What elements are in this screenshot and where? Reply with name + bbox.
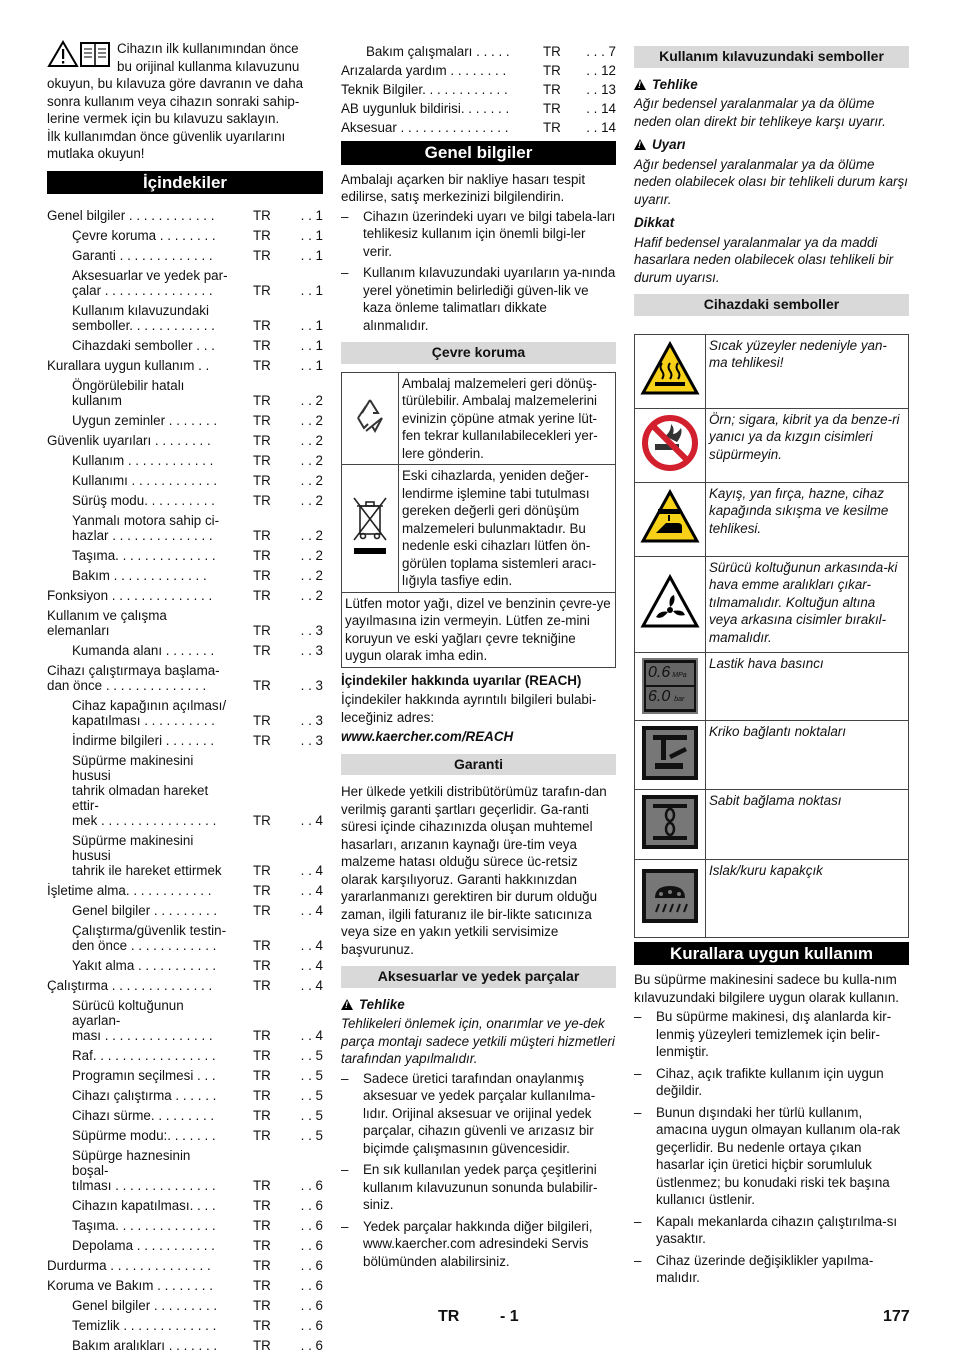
toc-entry-page: . . 3 xyxy=(300,623,323,638)
toc-entry-label: Çalıştırma/güvenlik testin- den önce . . . . . . . . . . . . xyxy=(72,923,227,953)
toc-entry-label: Koruma ve Bakım . . . . . . . . xyxy=(47,1278,213,1293)
toc-entry-page: . . 2 xyxy=(300,473,323,488)
fan-warning-icon xyxy=(640,574,700,630)
toc-entry[interactable] xyxy=(47,903,323,918)
toc-entry[interactable] xyxy=(47,473,323,488)
toc-entry-lang: TR xyxy=(253,733,271,748)
warning-book-icon xyxy=(47,40,111,68)
symbol-text: Sıcak yüzeyler nedeniyle yan-ma tehlikesi! xyxy=(706,334,909,408)
toc-entry[interactable] xyxy=(47,1148,323,1193)
toc-entry-label: Süpürme modu:. . . . . . . xyxy=(72,1128,216,1143)
toc-entry[interactable] xyxy=(47,268,323,298)
toc-entry-page: . . 3 xyxy=(300,678,323,693)
toc-entry-lang: TR xyxy=(253,1028,271,1043)
accessories-danger-text: Tehlikeleri önlemek için, onarımlar ve ye-dek parça montajı sadece yetkili müşteri hizmetleri tarafından yapılmalıdır. xyxy=(341,1016,615,1066)
toc-entry-page: . . 2 xyxy=(300,393,323,408)
toc-entry-page: . . 14 xyxy=(586,101,616,116)
toc-entry-label: Süpürge haznesinin boşal- tılması . . . . . . . . . . . . . . xyxy=(72,1148,216,1193)
toc-entry[interactable] xyxy=(47,733,323,748)
toc-entry[interactable] xyxy=(47,1068,323,1083)
toc-entry-lang: TR xyxy=(543,82,561,97)
crossed-bin-icon xyxy=(350,494,390,558)
table-of-contents xyxy=(47,208,323,1353)
toc-entry[interactable] xyxy=(47,548,323,563)
toc-entry-lang: TR xyxy=(253,208,271,223)
toc-entry-lang: TR xyxy=(253,623,271,638)
toc-entry[interactable] xyxy=(47,453,323,468)
toc-entry-label: Temizlik . . . . . . . . . . . . . xyxy=(72,1318,217,1333)
toc-entry-label: Taşıma. . . . . . . . . . . . . . xyxy=(72,1218,216,1233)
toc-entry-lang: TR xyxy=(253,1278,271,1293)
toc-entry[interactable] xyxy=(47,883,323,898)
toc-entry-lang: TR xyxy=(253,643,271,658)
toc-entry-label: Cihaz kapağının açılması/ kapatılması . . . . . . . . . . xyxy=(72,698,227,728)
toc-entry-page: . . 1 xyxy=(300,283,323,298)
tire-pressure-icon xyxy=(642,658,698,714)
warning-triangle-icon xyxy=(634,79,646,90)
toc-entry-lang: TR xyxy=(253,568,271,583)
reach-link[interactable]: www.kaercher.com/REACH xyxy=(341,729,514,744)
warranty-title: Garanti xyxy=(341,754,616,776)
toc-entry-page: . . 2 xyxy=(300,453,323,468)
toc-entry-lang: TR xyxy=(253,413,271,428)
danger-label: Tehlike xyxy=(359,996,405,1012)
accessories-list xyxy=(341,1070,616,1271)
toc-entry-lang: TR xyxy=(253,473,271,488)
toc-entry[interactable] xyxy=(47,998,323,1043)
toc-entry-label: AB uygunluk bildirisi. . . . . . . xyxy=(341,101,510,116)
toc-entry-label: Genel bilgiler . . . . . . . . . xyxy=(72,903,218,918)
symbol-icon-cell xyxy=(635,720,706,790)
toc-entry-page: . . 2 xyxy=(300,568,323,583)
toc-entry-page: . . 2 xyxy=(300,413,323,428)
toc-entry-label: Cihazın kapatılması. . . . xyxy=(72,1198,216,1213)
accessories-danger-heading xyxy=(341,996,616,1014)
toc-entry-label: Aksesuarlar ve yedek par- çalar . . . . . . . . . . . . . . . xyxy=(72,268,228,298)
toc-entry-page: . . 1 xyxy=(300,228,323,243)
env-title: Çevre koruma xyxy=(341,342,616,364)
toc-entry-lang: TR xyxy=(253,1178,271,1193)
toc-entry-page: . . . 7 xyxy=(586,44,616,59)
symbol-icon-cell xyxy=(635,408,706,482)
toc-entry[interactable] xyxy=(47,643,323,658)
toc-entry-label: Cihazı sürme. . . . . . . . . xyxy=(72,1108,215,1123)
toc-entry-lang: TR xyxy=(253,1128,271,1143)
symbol-text: Sürücü koltuğunun arkasında-ki hava emme aralıkları çıkar-tılmamalıdır. Koltuğun altına veya arkasına cisimler bırakıl-mamalıdır. xyxy=(706,556,909,652)
toc-entry[interactable] xyxy=(47,923,323,953)
toc-entry-lang: TR xyxy=(253,1068,271,1083)
crush-hand-icon xyxy=(640,489,700,545)
toc-entry[interactable] xyxy=(47,493,323,508)
accessories-title: Aksesuarlar ve yedek parçalar xyxy=(341,966,616,988)
pressure-bar-value: 6.0 xyxy=(648,688,671,705)
list-item: – Yedek parçalar hakkında diğer bilgileri, www.kaercher.com adresindeki Servis bölümünden alabilirsiniz. xyxy=(341,1218,616,1271)
toc-entry-lang: TR xyxy=(253,863,271,878)
list-item: – Kullanım kılavuzundaki uyarıların ya-nında yerel yönetimin belirlediği güven-lik ve kaza önleme talimatları dikkate alınmalıdır. xyxy=(341,264,616,334)
toc-entry-lang: TR xyxy=(253,1338,271,1353)
toc-entry-lang: TR xyxy=(253,228,271,243)
toc-entry-page: . . 2 xyxy=(300,493,323,508)
toc-entry[interactable] xyxy=(47,413,323,428)
toc-entry[interactable] xyxy=(341,44,616,59)
toc-entry[interactable] xyxy=(47,698,323,728)
toc-entry[interactable] xyxy=(47,378,323,408)
toc-entry-page: . . 5 xyxy=(300,1128,323,1143)
toc-entry-label: Genel bilgiler . . . . . . . . . . . . xyxy=(47,208,215,223)
toc-entry-page: . . 4 xyxy=(300,813,323,828)
toc-entry-label: Arızalarda yardım . . . . . . . . xyxy=(341,63,507,78)
usage-paragraph: Bu süpürme makinesini sadece bu kulla-nım kılavuzundaki bilgilere uygun olarak kullanın. xyxy=(634,972,899,1005)
toc-entry-lang: TR xyxy=(253,358,271,373)
list-item: – Sadece üretici tarafından onaylanmış aksesuar ve yedek parçalar kullanılma-lıdır. Orijinal aksesuar ve orijinal yedek parçalar, cihazın güvenli ve arızasız bir biçimde çalışmasının güvencesidir. xyxy=(341,1070,616,1158)
footer-lang: TR xyxy=(438,1308,460,1325)
warning-heading xyxy=(634,136,909,154)
env-icon-cell xyxy=(342,372,399,465)
toc-entry-label: Süpürme makinesini hususi tahrik ile hareket ettirmek xyxy=(72,833,222,878)
toc-entry-lang: TR xyxy=(543,63,561,78)
toc-entry-lang: TR xyxy=(253,1088,271,1103)
toc-entry-label: Kurallara uygun kullanım . . xyxy=(47,358,210,373)
toc-entry-page: . . 2 xyxy=(300,433,323,448)
toc-entry-lang: TR xyxy=(253,958,271,973)
warranty-text: Her ülkede yetkili distribütörümüz tarafın-dan verilmiş garanti şartları geçerlidir. Ga-ranti süresi içinde cihazınızda oluşan muhtemel hasarları, arızanın kaynağı üre-tim veya malzeme hatası olduğu sürece üc-retsiz olarak karşılıyoruz. Garanti hakkınızdan yararlanmanızı gerektiren bir durum olduğu zaman, ilgili faturanız ile bir-likte satıcınıza veya size en yakın yetkili servisimize başvurunuz. xyxy=(341,784,607,957)
toc-entry[interactable] xyxy=(47,1048,323,1063)
pressure-mpa-unit: MPa xyxy=(672,672,687,679)
toc-entry-lang: TR xyxy=(253,1318,271,1333)
toc-entry-label: Cihazı çalıştırma . . . . . . xyxy=(72,1088,217,1103)
toc-entry[interactable] xyxy=(47,358,323,373)
toc-entry[interactable] xyxy=(47,663,323,693)
toc-entry-page: . . 6 xyxy=(300,1278,323,1293)
device-symbols-table xyxy=(634,334,909,938)
toc-entry-lang: TR xyxy=(253,1218,271,1233)
toc-entry-label: Çalıştırma . . . . . . . . . . . . . . xyxy=(47,978,213,993)
column-middle xyxy=(341,44,616,1274)
table-of-contents-continued xyxy=(341,44,616,135)
toc-entry-label: Garanti . . . . . . . . . . . . . xyxy=(72,248,213,263)
toc-entry-label: Durdurma . . . . . . . . . . . . . . xyxy=(47,1258,211,1273)
symbol-text: Sabit bağlama noktası xyxy=(706,790,909,860)
toc-entry-label: Programın seçilmesi . . . xyxy=(72,1068,216,1083)
toc-entry[interactable] xyxy=(47,228,323,243)
toc-entry-page: . . 6 xyxy=(300,1298,323,1313)
toc-entry-lang: TR xyxy=(253,548,271,563)
list-item: – Kapalı mekanlarda cihazın çalıştırılma-sı yasaktır. xyxy=(634,1213,909,1248)
toc-entry[interactable] xyxy=(47,433,323,448)
toc-entry[interactable] xyxy=(47,753,323,828)
toc-entry-page: . . 3 xyxy=(300,643,323,658)
toc-entry-lang: TR xyxy=(253,493,271,508)
toc-entry-page: . . 4 xyxy=(300,978,323,993)
toc-entry[interactable] xyxy=(47,958,323,973)
toc-entry-page: . . 4 xyxy=(300,883,323,898)
toc-entry-lang: TR xyxy=(253,938,271,953)
toc-entry-page: . . 1 xyxy=(300,318,323,333)
toc-entry[interactable] xyxy=(47,1128,323,1143)
toc-entry-label: Uygun zeminler . . . . . . . xyxy=(72,413,218,428)
column-left xyxy=(47,40,323,1358)
manual-symbols-title: Kullanım kılavuzundaki semboller xyxy=(634,46,909,68)
toc-entry-page: . . 13 xyxy=(586,82,616,97)
toc-entry-page: . . 4 xyxy=(300,958,323,973)
toc-title: İçindekiler xyxy=(47,171,323,195)
toc-entry-label: Süpürme makinesini hususi tahrik olmadan hareket ettir- mek . . . . . . . . . . . . . . . . xyxy=(72,753,217,828)
toc-entry-lang: TR xyxy=(253,1048,271,1063)
toc-entry-lang: TR xyxy=(543,120,561,135)
device-symbols-title: Cihazdaki semboller xyxy=(634,294,909,316)
toc-entry-page: . . 1 xyxy=(300,338,323,353)
toc-entry-label: Kullanım . . . . . . . . . . . . xyxy=(72,453,214,468)
symbol-text: Lastik hava basıncı xyxy=(706,652,909,720)
toc-entry-label: İşletime alma. . . . . . . . . . . . xyxy=(47,883,212,898)
symbol-text: Örn; sigara, kibrit ya da benze-ri yanıcı ya da kızgın cisimleri süpürmeyin. xyxy=(706,408,909,482)
toc-entry-lang: TR xyxy=(253,393,271,408)
jack-point-icon xyxy=(641,725,699,781)
env-old-devices-text: Eski cihazlarda, yeniden değer-lendirme işlemine tabi tutulması gereken değerli geri dönüşüm malzemeleri bulunmaktadır. Bu nedenle eski cihazları lütfen ön-görülen toplama sistemleri aracı-lığıyla tasfiye edin. xyxy=(399,465,616,593)
toc-entry-page: . . 5 xyxy=(300,1048,323,1063)
toc-entry[interactable] xyxy=(47,208,323,223)
list-item: – Bu süpürme makinesi, dış alanlarda kir-lenmiş yüzeyleri temizlemek için belir-lenmiştir. xyxy=(634,1008,909,1061)
toc-entry[interactable] xyxy=(47,568,323,583)
toc-entry-lang: TR xyxy=(253,903,271,918)
toc-entry-label: Bakım çalışmaları . . . . . xyxy=(366,44,510,59)
intro-line-3: sonra kullanım veya cihazın sonraki sahip- xyxy=(47,93,300,109)
symbol-text: Kriko bağlantı noktaları xyxy=(706,720,909,790)
toc-entry-label: Genel bilgiler . . . . . . . . . xyxy=(72,1298,218,1313)
pressure-bar-unit: bar xyxy=(674,696,685,703)
toc-entry[interactable] xyxy=(341,120,616,135)
intro-line-6: mutlaka okuyun! xyxy=(47,146,145,161)
list-item: – Cihaz, açık trafikte kullanım için uygun değildir. xyxy=(634,1065,909,1100)
intro-line-0: Cihazın ilk kullanımından önce xyxy=(117,41,299,56)
symbol-icon-cell xyxy=(635,859,706,937)
reach-title: İçindekiler hakkında uyarılar (REACH) xyxy=(341,672,582,688)
toc-entry-label: Kullanımı . . . . . . . . . . . . xyxy=(72,473,218,488)
toc-entry-page: . . 6 xyxy=(300,1218,323,1233)
no-burning-objects-icon xyxy=(641,414,699,472)
toc-entry-label: Kumanda alanı . . . . . . . xyxy=(72,643,215,658)
toc-entry-label: Yanmalı motora sahip ci- hazlar . . . . . . . . . . . . . . xyxy=(72,513,220,543)
toc-entry-lang: TR xyxy=(253,283,271,298)
toc-entry-page: . . 6 xyxy=(300,1318,323,1333)
warning-label: Uyarı xyxy=(652,137,686,152)
toc-entry[interactable] xyxy=(47,588,323,603)
toc-entry-label: Cihazı çalıştırmaya başlama- dan önce . . . . . . . . . . . . . . xyxy=(47,663,220,693)
warning-text: Ağır bedensel yaralanmalar ya da ölüme neden olabilecek olası bir tehlikeli durum karşı uyarır. xyxy=(634,156,908,207)
toc-entry-lang: TR xyxy=(253,248,271,263)
env-icon-cell xyxy=(342,465,399,593)
toc-entry-label: Taşıma. . . . . . . . . . . . . . xyxy=(72,548,216,563)
toc-entry-lang: TR xyxy=(253,1108,271,1123)
toc-entry-label: Kullanım kılavuzundaki semboller. . . . . . . . . . . . xyxy=(72,303,215,333)
toc-entry-page: . . 6 xyxy=(300,1238,323,1253)
toc-entry[interactable] xyxy=(47,338,323,353)
toc-entry[interactable] xyxy=(47,1318,323,1333)
symbol-icon-cell xyxy=(635,482,706,556)
toc-entry-label: Bakım . . . . . . . . . . . . . xyxy=(72,568,207,583)
toc-entry[interactable] xyxy=(341,101,616,116)
list-item: – Bunun dışındaki her türlü kullanım, amacına uygun olmayan kullanım ola-rak geçerlidir. Bu nedenle ortaya çıkan hasarlar için üretici hiçbir sorumluluk üstlenmez; bu konudaki riski tek başına kullanıcı üstlenir. xyxy=(634,1104,909,1209)
toc-entry-lang: TR xyxy=(253,318,271,333)
toc-entry-page: . . 6 xyxy=(300,1258,323,1273)
toc-entry-page: . . 3 xyxy=(300,713,323,728)
toc-entry-lang: TR xyxy=(253,528,271,543)
toc-entry-lang: TR xyxy=(253,1258,271,1273)
warning-triangle-icon xyxy=(634,139,646,150)
toc-entry-label: Bakım aralıkları . . . . . . . xyxy=(72,1338,218,1353)
toc-entry-lang: TR xyxy=(253,588,271,603)
toc-entry[interactable] xyxy=(47,978,323,993)
toc-entry-lang: TR xyxy=(543,101,561,116)
footer-page-local: - 1 xyxy=(500,1308,519,1325)
toc-entry-lang: TR xyxy=(253,453,271,468)
toc-entry-lang: TR xyxy=(253,1238,271,1253)
toc-entry-lang: TR xyxy=(253,338,271,353)
symbol-text: Kayış, yan fırça, hazne, cihaz kapağında sıkışma ve kesilme tehlikesi. xyxy=(706,482,909,556)
list-item: – En sık kullanılan yedek parça çeşitlerini kullanım kılavuzunun sonunda bulabilir-siniz. xyxy=(341,1161,616,1214)
general-list xyxy=(341,208,616,335)
toc-entry-label: Sürüş modu. . . . . . . . . . xyxy=(72,493,215,508)
toc-entry-lang: TR xyxy=(253,1198,271,1213)
toc-entry-page: . . 2 xyxy=(300,548,323,563)
intro-line-5: İlk kullanımdan önce güvenlik uyarılarını xyxy=(47,128,286,144)
usage-list xyxy=(634,1008,909,1287)
toc-entry[interactable] xyxy=(47,1108,323,1123)
recycle-icon xyxy=(348,394,392,438)
danger-text: Ağır bedensel yaralanmalar ya da ölüme neden olan direkt bir tehlikeye karşı uyarır. xyxy=(634,96,886,129)
footer-page-number: 177 xyxy=(883,1308,910,1325)
toc-entry-label: Yakıt alma . . . . . . . . . . . xyxy=(72,958,217,973)
symbol-icon-cell xyxy=(635,334,706,408)
usage-title: Kurallara uygun kullanım xyxy=(634,942,909,966)
toc-entry-page: . . 3 xyxy=(300,733,323,748)
list-item: – Cihaz üzerinde değişiklikler yapılma-malıdır. xyxy=(634,1252,909,1287)
toc-entry-page: . . 5 xyxy=(300,1088,323,1103)
toc-entry-page: . . 2 xyxy=(300,528,323,543)
intro-line-4: lerine vermek için bu kılavuzu saklayın. xyxy=(47,111,280,126)
toc-entry[interactable] xyxy=(47,303,323,333)
toc-entry[interactable] xyxy=(47,1238,323,1253)
toc-entry-page: . . 2 xyxy=(300,588,323,603)
intro-line-1: bu orijinal kullanma kılavuzunu xyxy=(117,58,300,74)
toc-entry-lang: TR xyxy=(253,713,271,728)
toc-entry-lang: TR xyxy=(253,978,271,993)
symbol-icon-cell xyxy=(635,790,706,860)
toc-entry-page: . . 4 xyxy=(300,1028,323,1043)
toc-entry-lang: TR xyxy=(253,1298,271,1313)
toc-entry-lang: TR xyxy=(543,44,561,59)
toc-entry[interactable] xyxy=(47,608,323,638)
reach-text: İçindekiler hakkında ayrıntılı bilgileri bulabi-leceğiniz adres: xyxy=(341,692,597,725)
danger-label: Tehlike xyxy=(652,76,698,92)
toc-entry[interactable] xyxy=(47,833,323,878)
toc-entry[interactable] xyxy=(341,63,616,78)
toc-entry-lang: TR xyxy=(253,433,271,448)
toc-entry[interactable] xyxy=(47,1088,323,1103)
caution-text: Hafif bedensel yaralanmalar ya da maddi hasarlara neden olabilecek olası tehlikeli bir durum uyarısı. xyxy=(634,234,894,285)
list-item: – Cihazın üzerindeki uyarı ve bilgi tabela-ları tehlikesiz kullanım için önemli bilgi-ler verir. xyxy=(341,208,616,261)
wet-dry-flap-icon xyxy=(641,868,699,924)
intro-line-2: okuyun, bu kılavuza göre davranın ve daha xyxy=(47,76,304,91)
symbol-icon-cell xyxy=(635,652,706,720)
env-oil-text: Lütfen motor yağı, dizel ve benzinin çevre-ye yayılmasına izin vermeyin. Lütfen ze-mini koruyun ve eski yağları çevre tekniğine uygun olarak imha edin. xyxy=(342,592,616,667)
toc-entry-page: . . 1 xyxy=(300,208,323,223)
toc-entry[interactable] xyxy=(47,513,323,543)
toc-entry[interactable] xyxy=(47,1258,323,1273)
toc-entry-page: . . 4 xyxy=(300,903,323,918)
warning-triangle-icon xyxy=(341,999,353,1010)
toc-entry[interactable] xyxy=(341,82,616,97)
column-right xyxy=(634,44,909,1291)
toc-entry-page: . . 1 xyxy=(300,358,323,373)
toc-entry-page: . . 5 xyxy=(300,1068,323,1083)
env-table xyxy=(341,372,616,668)
toc-entry-lang: TR xyxy=(253,883,271,898)
toc-entry[interactable] xyxy=(47,1218,323,1233)
toc-entry-label: İndirme bilgileri . . . . . . . xyxy=(72,733,215,748)
tie-down-icon xyxy=(641,794,699,850)
intro-notice xyxy=(47,40,323,163)
toc-entry[interactable] xyxy=(47,248,323,263)
general-paragraph: Ambalajı açarken bir nakliye hasarı tespit edilirse, satış merkezinizi bilgilendirin. xyxy=(341,171,586,204)
toc-entry-page: . . 4 xyxy=(300,863,323,878)
toc-entry-page: . . 14 xyxy=(586,120,616,135)
toc-entry-page: . . 12 xyxy=(586,63,616,78)
toc-entry-label: Güvenlik uyarıları . . . . . . . . xyxy=(47,433,211,448)
env-packaging-text: Ambalaj malzemeleri geri dönüş-türülebilir. Ambalaj malzemelerini evinizin çöpüne atmak yerine lüt-fen tekrar kullanılabilecekleri yer-lere gönderin. xyxy=(399,372,616,465)
toc-entry-label: Sürücü koltuğunun ayarlan- ması . . . . . . . . . . . . . . . xyxy=(72,998,213,1043)
toc-entry-page: . . 4 xyxy=(300,938,323,953)
toc-entry-label: Öngörülebilir hatalı kullanım xyxy=(72,378,185,408)
toc-entry-page: . . 5 xyxy=(300,1108,323,1123)
toc-entry-label: Çevre koruma . . . . . . . . xyxy=(72,228,216,243)
general-title: Genel bilgiler xyxy=(341,141,616,165)
toc-entry-label: Fonksiyon . . . . . . . . . . . . . . xyxy=(47,588,213,603)
toc-entry-label: Aksesuar . . . . . . . . . . . . . . . xyxy=(341,120,509,135)
toc-entry-page: . . 6 xyxy=(300,1178,323,1193)
symbol-icon-cell xyxy=(635,556,706,652)
toc-entry-lang: TR xyxy=(253,813,271,828)
toc-entry-label: Cihazdaki semboller . . . xyxy=(72,338,215,353)
toc-entry-label: Kullanım ve çalışma elemanları xyxy=(47,608,167,638)
toc-entry[interactable] xyxy=(47,1278,323,1293)
toc-entry-lang: TR xyxy=(253,678,271,693)
toc-entry-page: . . 1 xyxy=(300,248,323,263)
toc-entry-label: Raf. . . . . . . . . . . . . . . . . xyxy=(72,1048,216,1063)
caution-heading: Dikkat xyxy=(634,215,675,230)
toc-entry-label: Teknik Bilgiler. . . . . . . . . . . . xyxy=(341,82,508,97)
toc-entry-page: . . 6 xyxy=(300,1198,323,1213)
symbol-text: Islak/kuru kapakçık xyxy=(706,859,909,937)
toc-entry[interactable] xyxy=(47,1338,323,1353)
toc-entry[interactable] xyxy=(47,1298,323,1313)
hot-surface-icon xyxy=(640,341,700,397)
pressure-mpa-value: 0.6 xyxy=(648,664,671,681)
toc-entry-label: Depolama . . . . . . . . . . . xyxy=(72,1238,215,1253)
danger-heading xyxy=(634,76,909,94)
toc-entry-page: . . 6 xyxy=(300,1338,323,1353)
toc-entry[interactable] xyxy=(47,1198,323,1213)
